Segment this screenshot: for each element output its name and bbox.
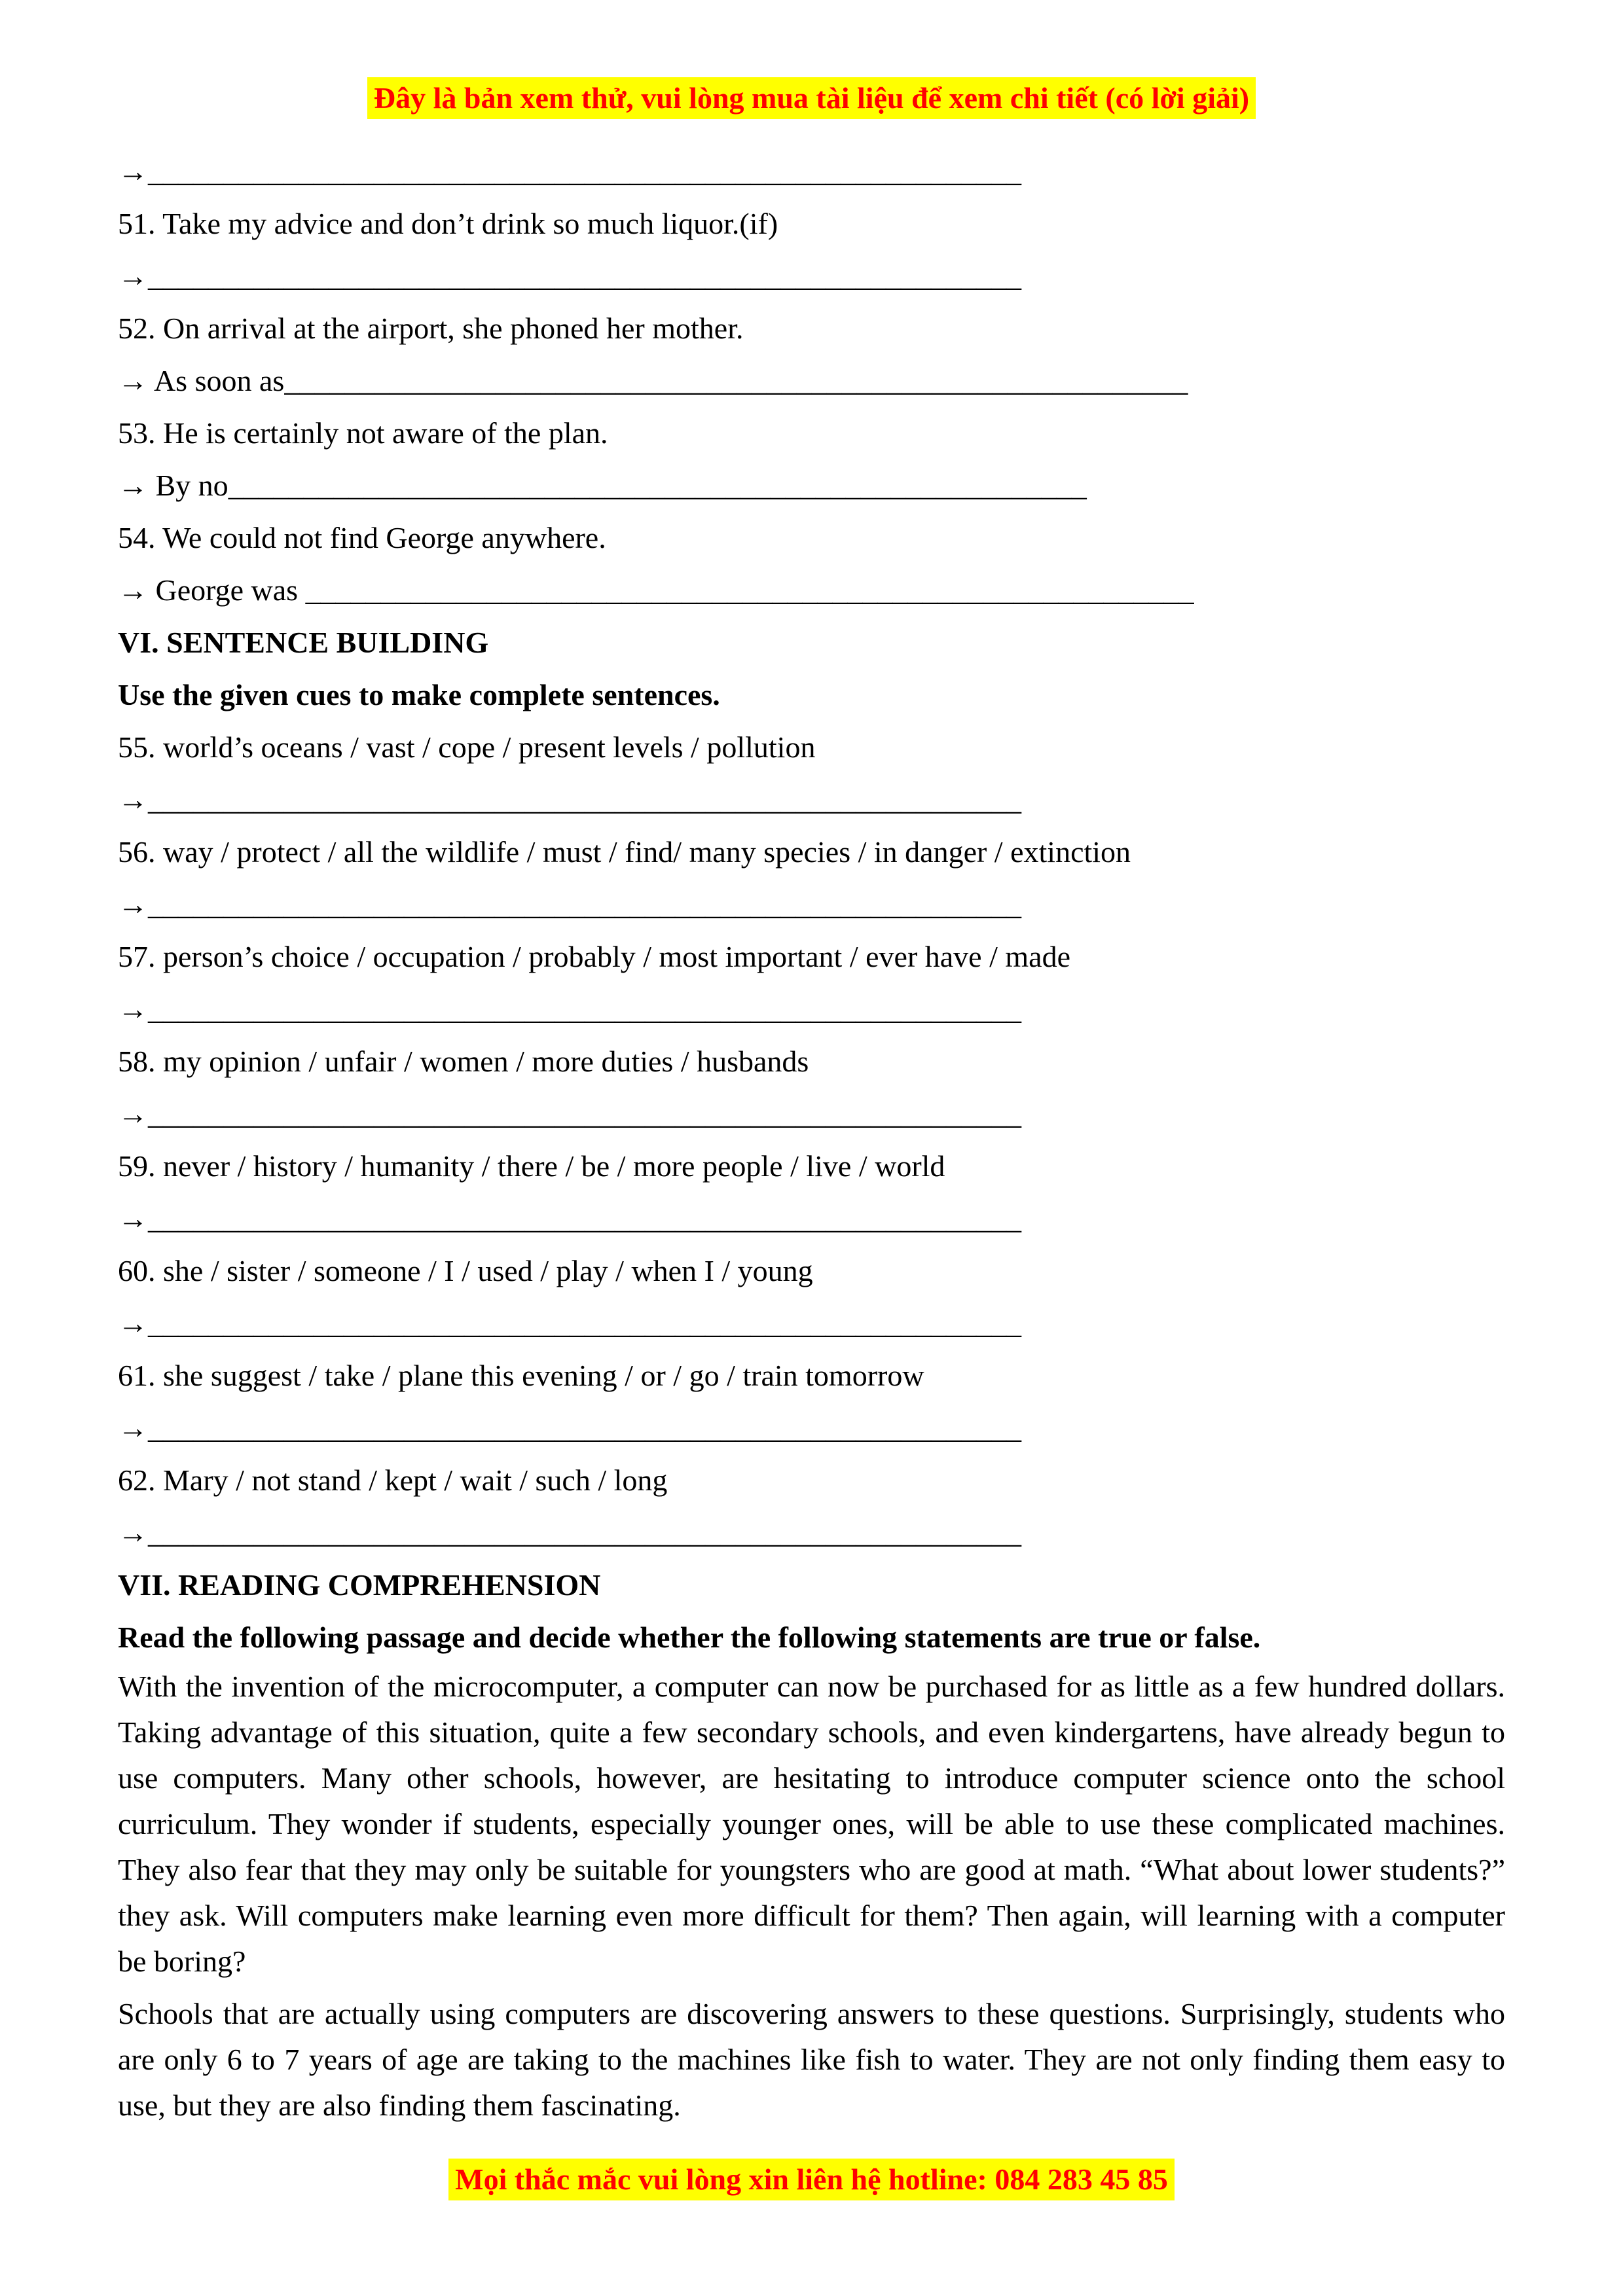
blank-underline: __________________________________________________________	[148, 1411, 1021, 1444]
arrow-icon: →	[118, 783, 148, 816]
question-line-51: 51. Take my advice and don’t drink so much liquor.(if)	[118, 207, 778, 240]
preview-notice: Đây là bản xem thử, vui lòng mua tài liệu để xem chi tiết (có lời giải)	[367, 77, 1256, 119]
instruction-line-vii: Read the following passage and decide whether the following statements are true or false.	[118, 1621, 1261, 1654]
blank-underline: __________________________________________________________	[148, 783, 1021, 816]
answer-lead-text: As soon as	[148, 364, 285, 397]
arrow-icon: →	[118, 1202, 148, 1235]
blank-underline: __________________________________________________________	[148, 259, 1021, 293]
blank-underline: __________________________________________________________	[148, 1306, 1021, 1340]
answer-blank-line-59	[118, 1193, 1505, 1245]
answer-blank-line-51	[118, 250, 1505, 302]
arrow-icon: →	[118, 259, 148, 293]
reading-paragraph-1: With the invention of the microcomputer, a computer can now be purchased for as little as a few hundred dollars. Taking advantage of this situation, quite a few secondary schools, and even kindergartens, have already begun to use computers. Many other schools, however, are hesitating to introduce computer science onto the school curriculum. They wonder if students, especially younger ones, will be able to use these complicated machines. They also fear that they may only be suitable for youngsters who are good at math. “What about lower students?” they ask. Will computers make learning even more difficult for them? Then again, will learning with a computer be boring?	[118, 1670, 1505, 1978]
blank-underline: __________________________________________________________	[148, 1202, 1021, 1235]
section-heading-vi: VI. SENTENCE BUILDING	[118, 626, 489, 659]
bottom-notice-row	[118, 2159, 1505, 2217]
blank-underline: ____________________________________________________________	[284, 364, 1188, 397]
answer-blank-line-52	[118, 355, 1505, 407]
answer-blank-line-61	[118, 1402, 1505, 1454]
blank-underline: __________________________________________________________	[148, 888, 1021, 921]
top-notice-row	[118, 77, 1505, 145]
answer-lead-text: By no	[148, 469, 228, 502]
arrow-icon: →	[118, 992, 148, 1026]
arrow-icon: →	[118, 888, 148, 921]
arrow-icon: →	[118, 364, 148, 397]
answer-blank-line-62	[118, 1507, 1505, 1559]
answer-blank-line-56	[118, 878, 1505, 931]
answer-blank-line-55	[118, 774, 1505, 826]
answer-blank-line-58	[118, 1088, 1505, 1140]
question-line-62: 62. Mary / not stand / kept / wait / such / long	[118, 1463, 668, 1497]
blank-underline: __________________________________________________________	[148, 154, 1021, 188]
arrow-icon: →	[118, 1411, 148, 1444]
answer-blank-line-57	[118, 983, 1505, 1035]
question-line-56: 56. way / protect / all the wildlife / must / find/ many species / in danger / extinction	[118, 835, 1131, 869]
answer-blank-line-54	[118, 564, 1505, 617]
instruction-line-vi: Use the given cues to make complete sentences.	[118, 678, 720, 711]
question-line-60: 60. she / sister / someone / I / used / play / when I / young	[118, 1254, 813, 1287]
question-line-58: 58. my opinion / unfair / women / more duties / husbands	[118, 1045, 809, 1078]
question-line-59: 59. never / history / humanity / there / be / more people / live / world	[118, 1149, 945, 1183]
blank-underline: __________________________________________________________	[148, 992, 1021, 1026]
answer-blank-line-53	[118, 459, 1505, 512]
arrow-icon: →	[118, 573, 148, 607]
answer-blank-line-60	[118, 1297, 1505, 1350]
blank-underline: __________________________________________________________	[148, 1516, 1021, 1549]
hotline-notice: Mọi thắc mắc vui lòng xin liên hệ hotline: 084 283 45 85	[448, 2159, 1175, 2200]
answer-blank-line-50	[118, 145, 1505, 198]
reading-paragraph-2: Schools that are actually using computers are discovering answers to these questions. Surprisingly, students who are only 6 to 7 years of age are taking to the machines like fish to water. They are not only finding them easy to use, but they are also finding them fascinating.	[118, 1997, 1505, 2122]
arrow-icon: →	[118, 1516, 148, 1549]
question-line-52: 52. On arrival at the airport, she phoned her mother.	[118, 312, 744, 345]
blank-underline: ___________________________________________________________	[305, 573, 1194, 607]
question-line-53: 53. He is certainly not aware of the plan.	[118, 416, 608, 450]
arrow-icon: →	[118, 154, 148, 188]
arrow-icon: →	[118, 1306, 148, 1340]
blank-underline: __________________________________________________________	[148, 1097, 1021, 1130]
question-line-54: 54. We could not find George anywhere.	[118, 521, 606, 554]
question-line-61: 61. she suggest / take / plane this evening / or / go / train tomorrow	[118, 1359, 924, 1392]
blank-underline: _________________________________________________________	[228, 469, 1087, 502]
answer-lead-text: George was	[148, 573, 306, 607]
arrow-icon: →	[118, 1097, 148, 1130]
arrow-icon: →	[118, 469, 148, 502]
question-line-57: 57. person’s choice / occupation / probably / most important / ever have / made	[118, 940, 1070, 973]
question-line-55: 55. world’s oceans / vast / cope / present levels / pollution	[118, 730, 816, 764]
section-heading-vii: VII. READING COMPREHENSION	[118, 1568, 601, 1602]
